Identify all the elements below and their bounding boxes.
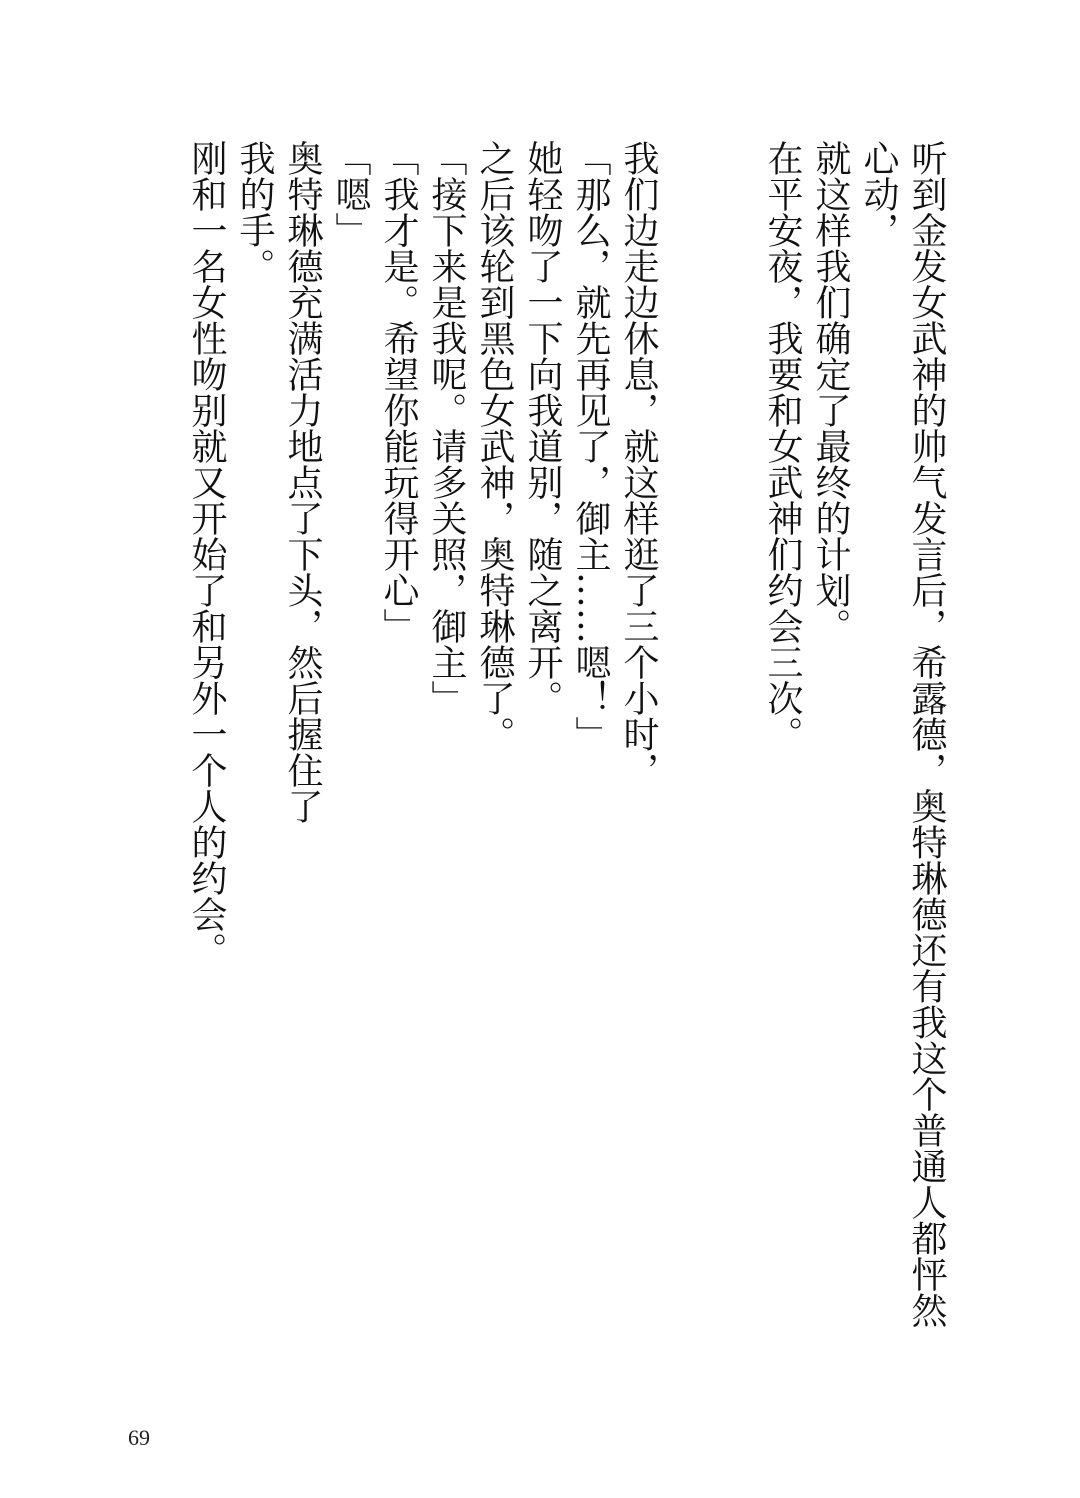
text-line: 「我才是。希望你能玩得开心」 xyxy=(378,140,419,644)
paragraph-gap xyxy=(662,140,758,1340)
text-line: 奥特琳德充满活力地点了下头，然后握住了 xyxy=(282,140,323,824)
text-line: 刚和一名女性吻别就又开始了和另外一个人的约会。 xyxy=(186,140,227,968)
text-line: 我们边走边休息，就这样逛了三个小时， xyxy=(618,140,659,788)
page-number: 69 xyxy=(128,1425,150,1450)
text-line: 之后该轮到黑色女武神，奥特琳德了。 xyxy=(474,140,515,752)
text-line: 就这样我们确定了最终的计划。 xyxy=(810,140,851,644)
text-line: 她轻吻了一下向我道别，随之离开。 xyxy=(522,140,563,716)
text-line: 在平安夜，我要和女武神们约会三次。 xyxy=(762,140,803,752)
text-line: 听到金发女武神的帅气发言后，希露德，奥特琳德还有我这个普通人都怦然心动， xyxy=(858,140,947,1328)
text-line: 我的手。 xyxy=(234,140,275,284)
text-line: 「接下来是我呢。请多关照，御主」 xyxy=(426,140,467,716)
text-line: 「嗯」 xyxy=(330,140,371,248)
vertical-text-block xyxy=(182,140,950,1340)
text-line: 「那么，就先再见了，御主……嗯！」 xyxy=(570,140,611,752)
